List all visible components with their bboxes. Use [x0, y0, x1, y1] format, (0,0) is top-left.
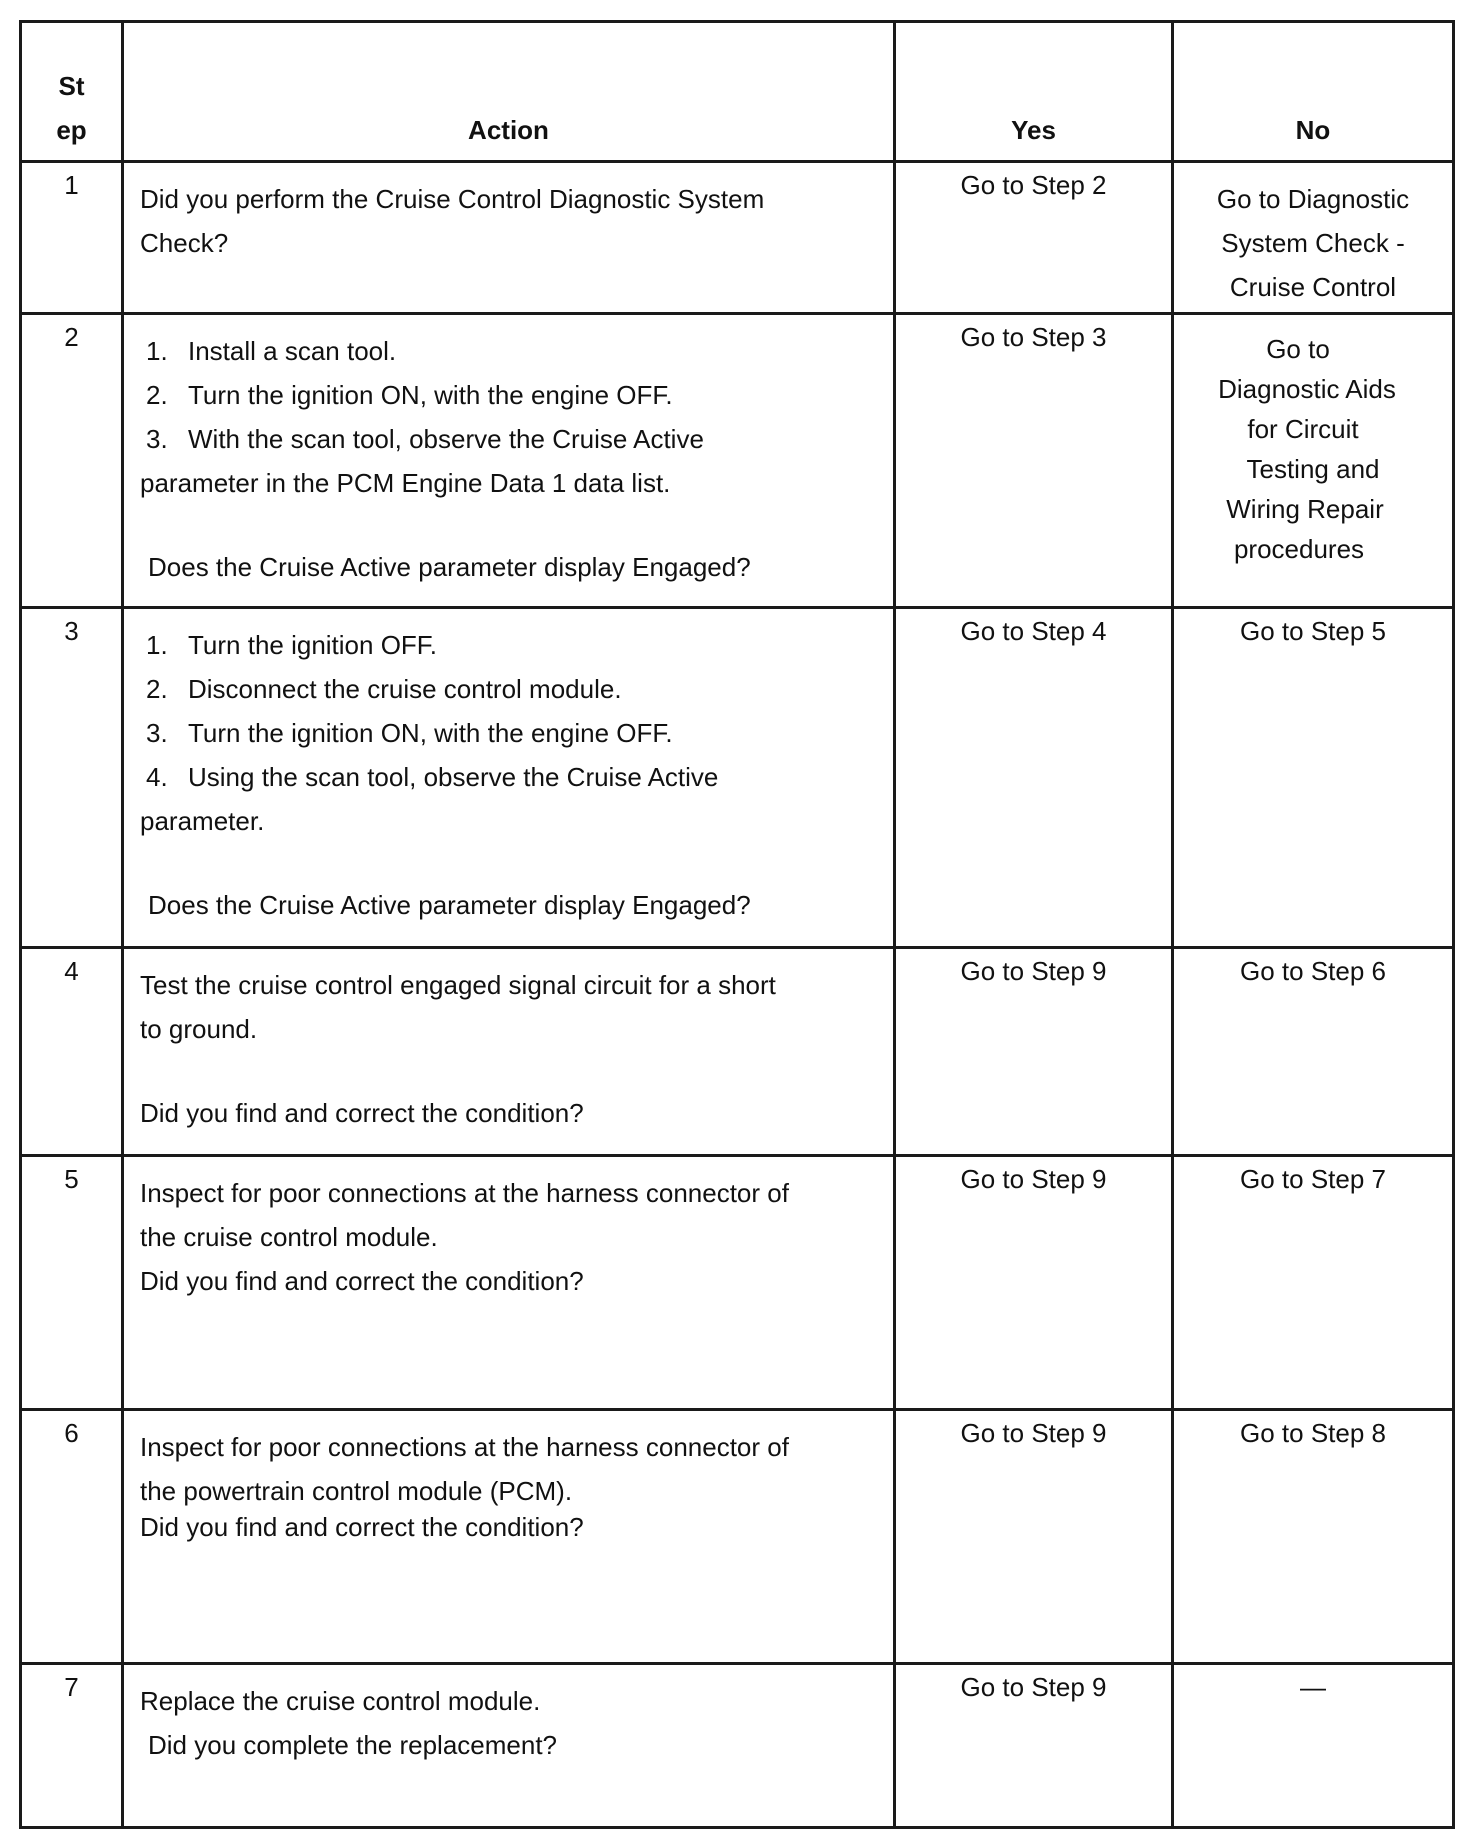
- action-text: to ground.: [140, 1014, 258, 1044]
- list-item: 2. Turn the ignition ON, with the engine OFF.: [146, 380, 673, 410]
- question-text: Does the Cruise Active parameter display Engaged?: [148, 552, 751, 582]
- no-text: System Check -: [1221, 228, 1405, 258]
- list-item: 1. Turn the ignition OFF.: [146, 630, 438, 660]
- list-item: 3. With the scan tool, observe the Cruise Active: [146, 424, 704, 454]
- action-text: the powertrain control module (PCM).: [140, 1476, 573, 1506]
- action-cell: [123, 1664, 895, 1828]
- no-text: Diagnostic Aids: [1218, 374, 1396, 404]
- yes-cell: Go to Step 2: [895, 162, 1173, 314]
- question-text: Did you find and correct the condition?: [140, 1098, 584, 1128]
- no-cell: Go to Step 6: [1173, 948, 1454, 1156]
- no-cell: Go to Step 5: [1173, 608, 1454, 948]
- step-number: 6: [21, 1410, 123, 1664]
- step-number: 2: [21, 314, 123, 608]
- table-row: [21, 948, 1454, 1156]
- no-cell: Go to Step 7: [1173, 1156, 1454, 1410]
- question-text: Did you find and correct the condition?: [140, 1512, 584, 1542]
- list-item: 4. Using the scan tool, observe the Cruise Active: [146, 762, 719, 792]
- action-text: the cruise control module.: [140, 1222, 438, 1252]
- yes-cell: Go to Step 3: [895, 314, 1173, 608]
- no-text: Testing and: [1246, 454, 1380, 484]
- no-text: procedures: [1233, 534, 1365, 564]
- table-row: [21, 162, 1454, 314]
- header-row: [21, 22, 1454, 162]
- no-cell: [1173, 314, 1454, 608]
- action-text: parameter in the PCM Engine Data 1 data list.: [140, 468, 671, 498]
- no-text: Cruise Control: [1229, 272, 1397, 302]
- yes-header: Yes: [895, 22, 1173, 162]
- action-cell: [123, 608, 895, 948]
- yes-cell: Go to Step 9: [895, 1664, 1173, 1828]
- question-text: Did you find and correct the condition?: [140, 1266, 584, 1296]
- action-text: Inspect for poor connections at the harness connector of: [140, 1432, 789, 1462]
- table-row: [21, 314, 1454, 608]
- action-text: Did you perform the Cruise Control Diagnostic System: [140, 184, 765, 214]
- list-item: 3. Turn the ignition ON, with the engine OFF.: [146, 718, 673, 748]
- action-cell: [123, 1156, 895, 1410]
- no-text: Go to: [1266, 334, 1330, 364]
- action-text: Replace the cruise control module.: [140, 1686, 541, 1716]
- no-cell: [1173, 162, 1454, 314]
- action-cell: [123, 314, 895, 608]
- yes-cell: Go to Step 9: [895, 1156, 1173, 1410]
- yes-cell: Go to Step 9: [895, 1410, 1173, 1664]
- action-cell: [123, 1410, 895, 1664]
- step-header-line-1: St: [58, 71, 85, 101]
- table-row: [21, 608, 1454, 948]
- no-text: for Circuit: [1247, 414, 1359, 444]
- action-text: Check?: [140, 228, 229, 258]
- action-text: parameter.: [140, 806, 265, 836]
- step-number: 4: [21, 948, 123, 1156]
- step-header: [21, 22, 123, 162]
- question-text: Does the Cruise Active parameter display Engaged?: [148, 890, 751, 920]
- table-row: [21, 1156, 1454, 1410]
- step-number: 1: [21, 162, 123, 314]
- table-row: [21, 1410, 1454, 1664]
- no-text: Go to Diagnostic: [1216, 184, 1410, 214]
- action-cell: [123, 948, 895, 1156]
- step-number: 5: [21, 1156, 123, 1410]
- no-text: Wiring Repair: [1226, 494, 1384, 524]
- step-number: 7: [21, 1664, 123, 1828]
- action-text: Inspect for poor connections at the harness connector of: [140, 1178, 789, 1208]
- no-cell: —: [1173, 1664, 1454, 1828]
- list-item: 1. Install a scan tool.: [146, 336, 397, 366]
- action-cell: [123, 162, 895, 314]
- question-text: Did you complete the replacement?: [148, 1730, 558, 1760]
- step-header-line-2: ep: [56, 115, 87, 145]
- diagnostic-table: [19, 20, 1455, 1829]
- step-number: 3: [21, 608, 123, 948]
- table-row: [21, 1664, 1454, 1828]
- yes-cell: Go to Step 4: [895, 608, 1173, 948]
- no-header: No: [1173, 22, 1454, 162]
- list-item: 2. Disconnect the cruise control module.: [146, 674, 622, 704]
- yes-cell: Go to Step 9: [895, 948, 1173, 1156]
- no-cell: Go to Step 8: [1173, 1410, 1454, 1664]
- action-text: Test the cruise control engaged signal circuit for a short: [140, 970, 776, 1000]
- action-header: Action: [123, 22, 895, 162]
